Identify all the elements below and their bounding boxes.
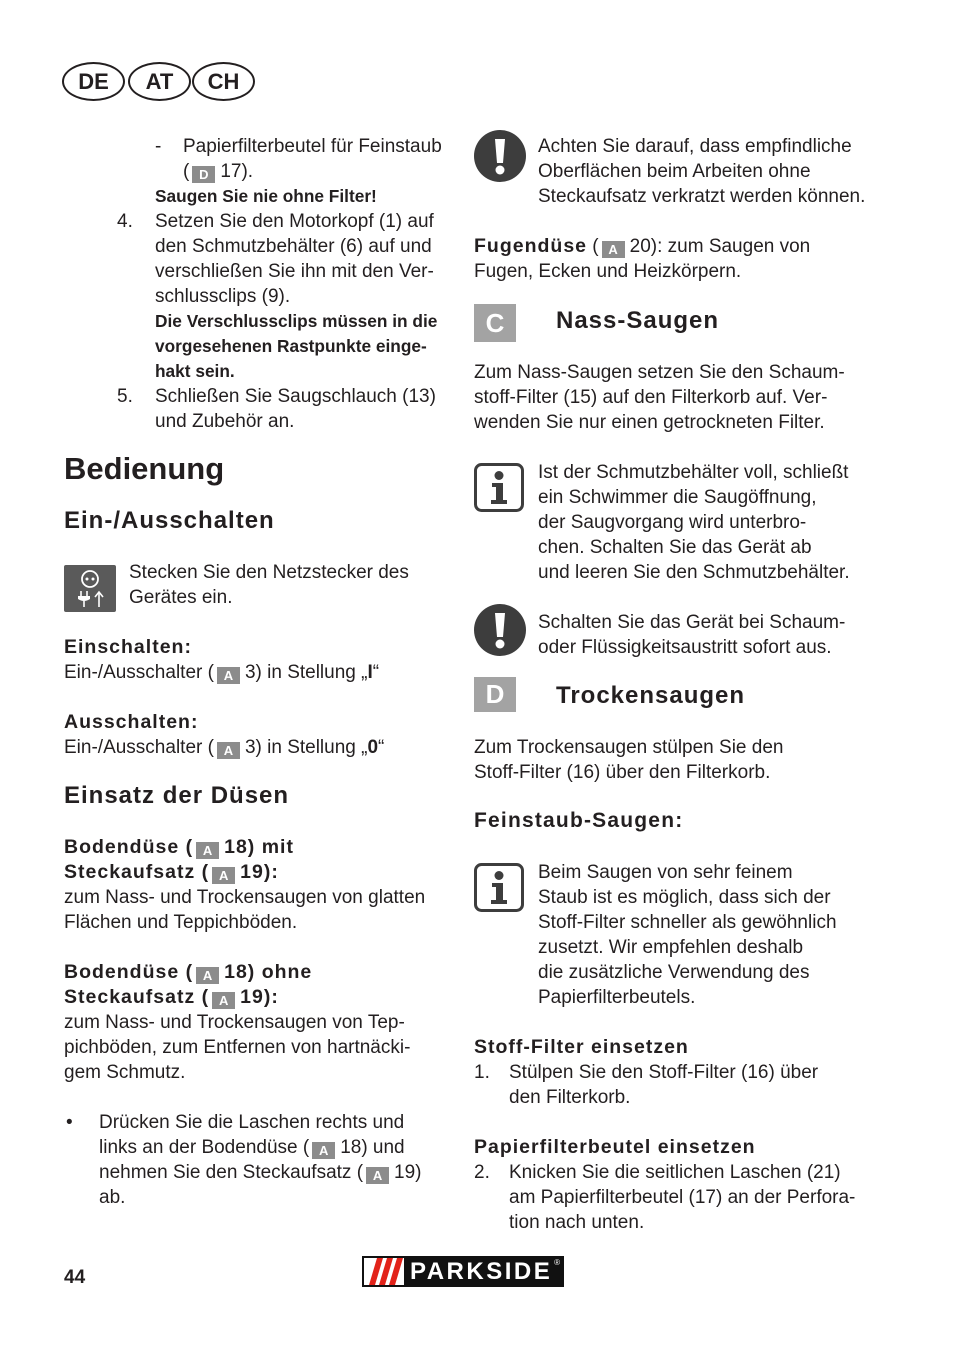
list-item-line (155, 134, 442, 159)
text-line: Stoff-Filter (16) über den Filterkorb. (474, 762, 771, 783)
locale-badge-ch: CH (192, 62, 255, 101)
dry-vacuum-text (474, 735, 783, 785)
figure-ref-badge: A (196, 967, 219, 984)
section-badge-c: C (474, 304, 516, 342)
page-number: 44 (64, 1267, 86, 1288)
cloth-filter-heading: Stoff-Filter einsetzen (474, 1036, 689, 1058)
bullet-line (66, 1110, 422, 1135)
locale-badge-at: AT (128, 62, 191, 101)
figure-ref-badge: A (366, 1167, 389, 1184)
section-title: Bedienung (64, 451, 225, 486)
step-number: 1. (474, 1062, 490, 1083)
on-off-heading: Ein-/Ausschalten (64, 507, 275, 534)
paper-bag-heading: Papierfilterbeutel einsetzen (474, 1136, 756, 1158)
bold-warning-text: Saugen Sie nie ohne Filter! (155, 186, 377, 206)
switch-off-label: Ausschalten: (64, 711, 199, 733)
text-segment: ( (183, 161, 190, 182)
step-text: Stülpen Sie den Stoff-Filter (16) über (509, 1062, 819, 1083)
text-line: Flächen und Teppichböden. (64, 912, 298, 933)
text-segment: 18) mit (224, 836, 294, 858)
dash-marker: - (155, 136, 162, 157)
crevice-nozzle (474, 234, 810, 284)
step-line: tion nach unten. (509, 1212, 645, 1233)
text-segment: Steckaufsatz ( (64, 861, 210, 883)
text-segment: “ (372, 662, 380, 683)
text-segment: Bodendüse ( (64, 836, 194, 858)
section-badge-d: D (474, 677, 516, 712)
text-line: zum Nass- und Trockensaugen von glatten (64, 887, 426, 908)
text-line: Gerätes ein. (129, 587, 233, 608)
figure-ref-badge: A (212, 992, 235, 1009)
step-number: 5. (117, 386, 133, 407)
cloth-filter-step (474, 1060, 818, 1110)
warning-icon (474, 130, 526, 182)
step-5 (117, 384, 436, 434)
text-segment: 3) in Stellung „ (244, 737, 368, 758)
nozzle-label-line (64, 860, 425, 885)
step-text: Schließen Sie Saugschlauch (13) (155, 386, 436, 407)
registered-mark: ® (554, 1258, 560, 1267)
step-line: am Papierfilterbeutel (17) an der Perfora- (509, 1187, 856, 1208)
text-segment: 19): (240, 861, 279, 883)
text-segment: 17). (220, 161, 254, 182)
nozzle-label-line (64, 985, 410, 1010)
text-line: Steckaufsatz verkratzt werden können. (538, 186, 866, 207)
text-line: gem Schmutz. (64, 1062, 186, 1083)
step-text: Knicken Sie die seitlichen Laschen (21) (509, 1162, 841, 1183)
step-number: 2. (474, 1162, 490, 1183)
step-line (117, 209, 437, 234)
text-segment: Steckaufsatz ( (64, 986, 210, 1008)
plug-instruction (129, 560, 409, 610)
step-note-line: hakt sein. (155, 361, 235, 381)
scratch-caution (538, 134, 865, 209)
text-line: und leeren Sie den Schmutzbehälter. (538, 562, 850, 583)
step-line (117, 384, 436, 409)
step-line: schlussclips (9). (155, 286, 291, 307)
figure-ref-badge: A (217, 667, 240, 684)
info-icon (474, 463, 524, 512)
figure-ref-badge: A (196, 842, 219, 859)
text-segment: Ein-/Ausschalter ( (64, 737, 214, 758)
switch-off-block (64, 710, 384, 760)
step-4 (117, 209, 437, 384)
text-segment: 18) und (340, 1137, 405, 1158)
info-icon (474, 863, 524, 912)
crevice-label: Fugendüse (474, 235, 588, 257)
step-line: den Filterkorb. (509, 1087, 631, 1108)
locale-badge-de: DE (62, 62, 125, 101)
switch-on-block (64, 635, 379, 685)
nozzle-label-line (64, 835, 425, 860)
bullet-text: Drücken Sie die Laschen rechts und (99, 1112, 405, 1133)
brand-name: PARKSIDE (410, 1258, 553, 1285)
step-note-line: Die Verschlussclips müssen in die (155, 311, 438, 331)
text-line: zum Nass- und Trockensaugen von Tep- (64, 1012, 405, 1033)
text-line: Zum Trockensaugen stülpen Sie den (474, 737, 784, 758)
switch-on-line (64, 660, 379, 685)
text-line: Fugen, Ecken und Heizkörpern. (474, 261, 742, 282)
switch-position-value: 0 (367, 737, 379, 758)
paper-bag-step (474, 1160, 855, 1235)
text-segment: Ein-/Ausschalter ( (64, 662, 214, 683)
text-segment: Bodendüse ( (64, 961, 194, 983)
figure-ref-badge: D (192, 166, 215, 183)
foam-caution (538, 610, 845, 660)
text-line: oder Flüssigkeitsaustritt sofort aus. (538, 637, 832, 658)
floor-nozzle-without-cap (64, 960, 410, 1085)
plug-icon (64, 565, 116, 612)
step-line (474, 1160, 855, 1185)
text-line: zusetzt. Wir empfehlen deshalb (538, 937, 804, 958)
figure-ref-badge: A (602, 241, 625, 258)
fine-dust-info (538, 860, 837, 1010)
text-line: Papierfilterbeutels. (538, 987, 696, 1008)
wet-vacuum-heading: Nass-Saugen (556, 307, 720, 334)
text-line: stoff-Filter (15) auf den Filterkorb auf. Ver- (474, 387, 828, 408)
text-segment: nehmen Sie den Steckaufsatz ( (99, 1162, 364, 1183)
text-line: Ist der Schmutzbehälter voll, schließt (538, 462, 849, 483)
text-segment: 19): (240, 986, 279, 1008)
text-line: pichböden, zum Entfernen von hartnäcki- (64, 1037, 411, 1058)
text-line: Stecken Sie den Netzstecker des (129, 562, 409, 583)
text-line: Schalten Sie das Gerät bei Schaum- (538, 612, 846, 633)
text-line: ein Schwimmer die Saugöffnung, (538, 487, 817, 508)
bullet-marker: • (66, 1112, 73, 1133)
paper-bag-item (155, 134, 442, 209)
bullet-line (66, 1160, 422, 1185)
text-segment: ( (587, 236, 599, 257)
warning-icon (474, 604, 526, 656)
logo-stripes-icon (364, 1258, 404, 1285)
step-line: und Zubehör an. (155, 411, 295, 432)
nozzles-heading: Einsatz der Düsen (64, 782, 290, 809)
text-segment: 3) in Stellung „ (244, 662, 368, 683)
text-segment: links an der Bodendüse ( (99, 1137, 310, 1158)
figure-ref-badge: A (212, 867, 235, 884)
switch-on-label: Einschalten: (64, 636, 192, 658)
figure-ref-badge: A (217, 742, 240, 759)
text-line: chen. Schalten Sie das Gerät ab (538, 537, 812, 558)
text-line: die zusätzliche Verwendung des (538, 962, 810, 983)
step-text: Setzen Sie den Motorkopf (1) auf (155, 211, 434, 232)
step-line: verschließen Sie ihn mit den Ver- (155, 261, 434, 282)
text-line: Zum Nass-Saugen setzen Sie den Schaum- (474, 362, 845, 383)
floor-nozzle-with-cap (64, 835, 425, 935)
bullet-item (66, 1110, 422, 1210)
nozzle-label-line (64, 960, 410, 985)
step-line (474, 1060, 818, 1085)
text-line: der Saugvorgang wird unterbro- (538, 512, 807, 533)
bullet-line (66, 1135, 422, 1160)
text-line: Staub ist es möglich, dass sich der (538, 887, 831, 908)
crevice-line (474, 234, 810, 259)
step-note-line: vorgesehenen Rastpunkte einge- (155, 336, 427, 356)
step-line: den Schmutzbehälter (6) auf und (155, 236, 432, 257)
list-item-text: Papierfilterbeutel für Feinstaub (183, 136, 442, 157)
text-line: wenden Sie nur einen getrockneten Filter. (474, 412, 825, 433)
text-segment: “ (378, 737, 385, 758)
text-line: Stoff-Filter schneller als gewöhnlich (538, 912, 837, 933)
bullet-line: ab. (99, 1187, 126, 1208)
list-item-line (155, 159, 442, 184)
text-segment: 20): zum Saugen von (629, 236, 811, 257)
parkside-logo (362, 1256, 564, 1287)
step-number: 4. (117, 211, 133, 232)
dry-vacuum-heading: Trockensaugen (556, 682, 746, 709)
text-segment: 19) (394, 1162, 422, 1183)
text-segment: 18) ohne (224, 961, 313, 983)
text-line: Oberflächen beim Arbeiten ohne (538, 161, 811, 182)
wet-vacuum-text (474, 360, 845, 435)
fine-dust-heading: Feinstaub-Saugen: (474, 809, 684, 832)
float-info (538, 460, 850, 585)
text-line: Achten Sie darauf, dass empfindliche (538, 136, 852, 157)
switch-position-value: I (367, 662, 373, 683)
switch-off-line (64, 735, 384, 760)
figure-ref-badge: A (312, 1142, 335, 1159)
text-line: Beim Saugen von sehr feinem (538, 862, 793, 883)
